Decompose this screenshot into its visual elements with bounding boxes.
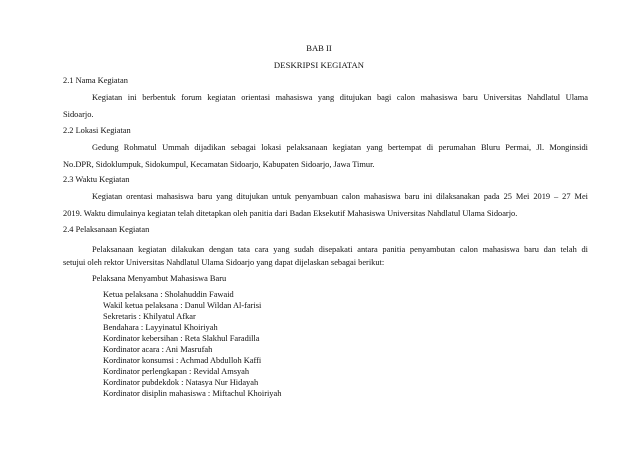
list-item: Ketua pelaksana : Sholahuddin Fawaid (103, 290, 234, 299)
paragraph-line: setujui oleh rektor Universitas Nahdlatul Ulama Sidoarjo yang dapat dijelaskan sebagai berikut: (63, 258, 385, 267)
list-item: Sekretaris : Khilyatul Afkar (103, 312, 196, 321)
list-item: Kordinator acara : Ani Masrufah (103, 345, 213, 354)
chapter-number: BAB II (306, 43, 332, 53)
section-heading-pelaksanaan-kegiatan: 2.4 Pelaksanaan Kegiatan (63, 225, 150, 234)
paragraph-line: Pelaksanaan kegiatan dilakukan dengan tata cara yang sudah disepakati antara panitia penyambutan calon mahasiswa baru dan telah di (92, 245, 588, 254)
section-heading-lokasi-kegiatan: 2.2 Lokasi Kegiatan (63, 126, 131, 135)
list-item: Wakil ketua pelaksana : Danul Wildan Al-farisi (103, 301, 262, 310)
paragraph-line: Kegiatan orentasi mahasiswa baru yang ditujukan untuk penyambuan calon mahasiswa baru ini dilaksanakan pada 25 Mei 2019 – 27 Mei (92, 192, 588, 201)
list-item: Kordinator konsumsi : Achmad Abdulloh Kaffi (103, 356, 262, 365)
section-heading-nama-kegiatan: 2.1 Nama Kegiatan (63, 76, 128, 85)
paragraph-line: Gedung Rohmatul Ummah dijadikan sebagai lokasi pelaksanaan kegiatan yang bertempat di perumahan Bluru Permai, Jl. Monginsidi (92, 143, 588, 152)
chapter-title: DESKRIPSI KEGIATAN (273, 60, 365, 70)
section-heading-waktu-kegiatan: 2.3 Waktu Kegiatan (63, 175, 130, 184)
list-item: Kordinator pubdekdok : Natasya Nur Hidayah (103, 378, 259, 387)
list-item: Kordinator disiplin mahasiswa : Miftachul Khoiriyah (103, 389, 282, 398)
list-item: Kordinator perlengkapan : Revidal Amsyah (103, 367, 250, 376)
paragraph-line: Sidoarjo. (63, 110, 94, 119)
list-item: Kordinator kebersihan : Reta Slakhul Faradilla (103, 334, 260, 343)
list-item: Bendahara : Layyinatul Khoiriyah (103, 323, 218, 332)
paragraph-line: Kegiatan ini berbentuk forum kegiatan orientasi mahasiswa yang ditujukan bagi calon mahasiswa baru Universitas Nahdlatul Ulama (92, 93, 588, 102)
committee-subheading: Pelaksana Menyambut Mahasiswa Baru (92, 274, 227, 283)
paragraph-line: No.DPR, Sidoklumpuk, Sidokumpul, Kecamatan Sidoarjo, Kabupaten Sidoarjo, Jawa Timur. (63, 160, 375, 169)
paragraph-line: 2019. Waktu dimulainya kegiatan telah ditetapkan oleh panitia dari Badan Eksekutif Mahasiswa Universitas Nahdlatul Ulama Sidoarjo. (63, 209, 518, 218)
